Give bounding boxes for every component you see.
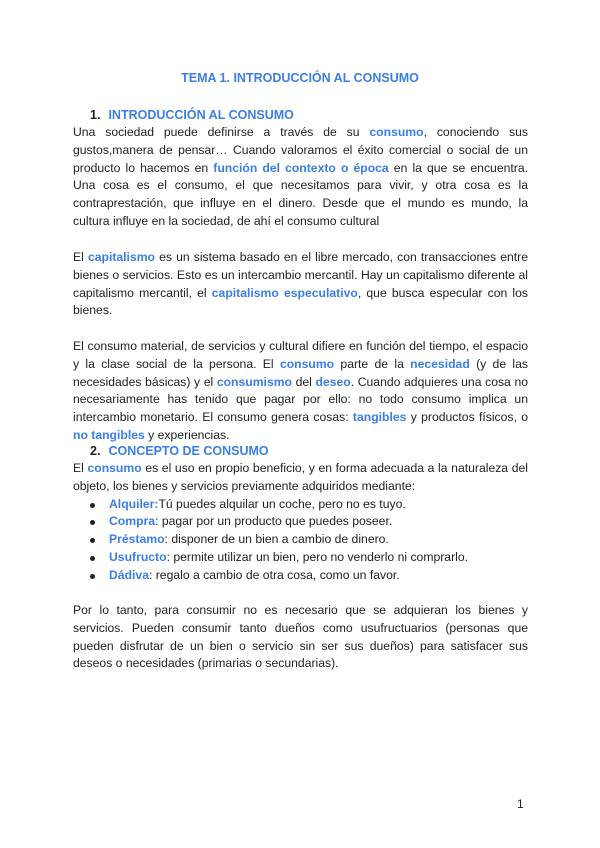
section-number: 2.	[90, 444, 101, 458]
paragraph	[73, 338, 528, 445]
page-number: 1	[517, 797, 524, 811]
text-run: El	[73, 461, 88, 475]
highlighted-term: deseo	[315, 374, 351, 389]
paragraph	[73, 249, 528, 320]
highlighted-term: capitalismo	[87, 250, 155, 264]
text-run: y experiencias.	[144, 427, 230, 442]
bullet-list	[73, 496, 528, 585]
text-run: , que busca especular con los bienes.	[73, 285, 528, 318]
paragraph	[73, 602, 528, 673]
highlighted-term: función del contexto o época	[213, 160, 389, 175]
highlighted-term: tangibles	[352, 410, 407, 425]
highlighted-term: necesidad	[410, 356, 470, 371]
text-run: : disponer de un bien a cambio de dinero.	[164, 532, 389, 547]
paragraph	[73, 124, 528, 231]
section-number: 1.	[90, 108, 101, 122]
list-item	[109, 567, 528, 585]
highlighted-term: Alquiler:	[109, 496, 159, 511]
highlighted-term: Dádiva	[109, 567, 149, 582]
list-item	[109, 549, 528, 567]
text-run: El	[73, 250, 88, 264]
section-title: CONCEPTO DE CONSUMO	[108, 444, 269, 458]
section-title: INTRODUCCIÓN AL CONSUMO	[108, 108, 294, 122]
text-run: y productos físicos, o	[406, 410, 528, 425]
section-1-heading	[90, 108, 294, 122]
highlighted-term: consumismo	[216, 374, 293, 389]
text-run: : pagar por un producto que puedes poseer.	[155, 514, 393, 529]
highlighted-term: no tangibles	[73, 427, 145, 442]
highlighted-term: Compra	[109, 514, 156, 529]
highlighted-term: Usufructo	[109, 549, 167, 564]
highlighted-term: consumo	[87, 461, 142, 475]
text-run: El consumo material, de servicios y cultural difiere en función del tiempo, el espacio y la clase social de la persona. El	[73, 339, 528, 371]
text-run: (y de las necesidades básicas) y el	[73, 356, 528, 389]
highlighted-term: Préstamo	[109, 532, 165, 547]
text-run: Una sociedad puede definirse a través de su	[73, 125, 370, 139]
list-item	[109, 496, 528, 514]
text-run: en la que se encuentra. Una cosa es el consumo, el que necesitamos para vivir, y otra cosa es la contraprestación, que influye en el dinero. Desde que el mundo es mundo, la cultura influye en la sociedad, de ahí el consumo cultural	[73, 160, 528, 228]
text-run: es el uso en propio beneficio, y en forma adecuada a la naturaleza del objeto, los bienes y servicios previamente adquiridos mediante:	[73, 461, 528, 493]
text-run: : regalo a cambio de otra cosa, como un favor.	[148, 567, 400, 582]
document-title: TEMA 1. INTRODUCCIÓN AL CONSUMO	[181, 71, 419, 85]
list-item	[109, 513, 528, 531]
text-run: Tú puedes alquilar un coche, pero no es tuyo.	[158, 496, 406, 511]
list-item	[109, 531, 528, 549]
section-2-heading	[90, 444, 269, 458]
intro-text	[73, 460, 528, 496]
paragraph	[73, 460, 528, 585]
text-run: . Cuando adquieres una cosa no necesariamente has tenido que pagar por ello: no todo consumo implica un intercambio monetario. El consumo genera cosas:	[73, 374, 528, 425]
text-run: Por lo tanto, para consumir no es necesario que se adquieran los bienes y servicios. Pueden consumir tanto dueños como usufructuarios (personas que pueden disfrutar de un bien o servicio sin ser sus dueños) para satisfacer sus deseos o necesidades (primarias o secundarias).	[73, 603, 528, 671]
text-run: , conociendo sus gustos,manera de pensar… Cuando valoramos el éxito comercial o social de un producto lo hacemos en	[73, 125, 528, 175]
text-run: parte de la	[334, 356, 411, 371]
highlighted-term: capitalismo especulativo	[211, 285, 358, 300]
highlighted-term: consumo	[369, 125, 424, 139]
text-run: es un sistema basado en el libre mercado, con transacciones entre bienes o servicios. Esto es un intercambio mercantil. Hay un capitalismo diferente al capitalismo mercantil, el	[73, 250, 528, 300]
text-run: del	[292, 374, 316, 389]
highlighted-term: consumo	[279, 356, 335, 371]
text-run: : permite utilizar un bien, pero no venderlo ni comprarlo.	[166, 549, 469, 564]
